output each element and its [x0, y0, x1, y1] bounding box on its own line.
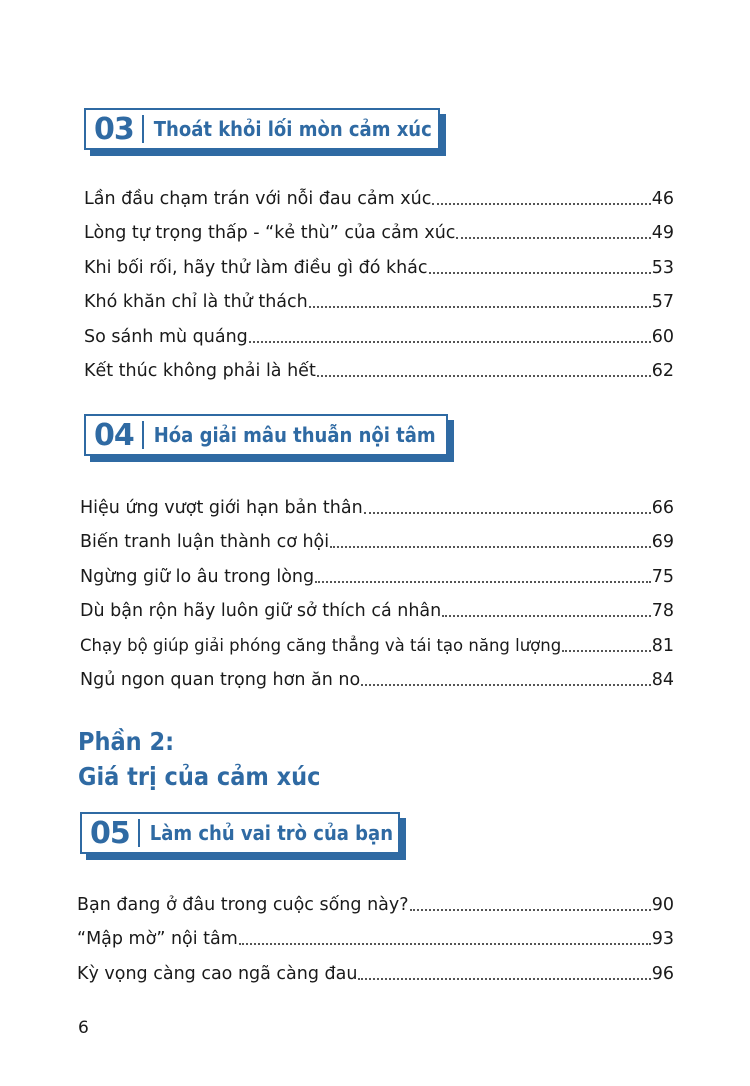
- toc-entry[interactable]: [77, 881, 674, 916]
- chapter-03-header: [84, 108, 440, 150]
- toc-list-chapter-03: [84, 175, 674, 382]
- entry-title: Lòng tự trọng thấp - “kẻ thù” của cảm xúc: [84, 223, 456, 243]
- entry-title: Ngủ ngon quan trọng hơn ăn no: [80, 670, 361, 690]
- entry-page: 57: [651, 292, 674, 312]
- dot-leader: [309, 306, 651, 308]
- toc-entry[interactable]: [77, 916, 674, 951]
- dot-leader: [456, 237, 650, 239]
- page-number: 6: [78, 1018, 89, 1038]
- entry-title: “Mập mờ” nội tâm: [77, 929, 238, 949]
- dot-leader: [562, 650, 651, 652]
- entry-title: Dù bận rộn hãy luôn giữ sở thích cá nhân: [80, 601, 442, 621]
- toc-list-chapter-05: [77, 881, 674, 985]
- entry-title: Ngừng giữ lo âu trong lòng: [80, 566, 315, 587]
- chapter-number: 04: [94, 417, 134, 453]
- dot-leader: [239, 943, 651, 945]
- part-heading: [78, 724, 321, 794]
- toc-list-chapter-04: [80, 484, 674, 691]
- chapter-05-header: [80, 812, 400, 854]
- toc-entry[interactable]: [84, 279, 674, 314]
- chapter-04-header: [84, 414, 448, 456]
- toc-entry[interactable]: [80, 588, 674, 623]
- entry-page: 69: [651, 532, 674, 552]
- toc-entry[interactable]: [84, 313, 674, 348]
- toc-entry[interactable]: [84, 348, 674, 383]
- chapter-title: Thoát khỏi lối mòn cảm xúc: [153, 117, 432, 141]
- toc-entry[interactable]: [80, 519, 674, 554]
- entry-page: 62: [651, 361, 674, 381]
- part-heading-line2: Giá trị của cảm xúc: [78, 762, 321, 791]
- toc-entry[interactable]: [84, 175, 674, 210]
- dot-leader: [361, 684, 651, 686]
- entry-title: Khi bối rối, hãy thử làm điều gì đó khác: [84, 257, 428, 278]
- toc-entry[interactable]: [80, 553, 674, 588]
- entry-page: 93: [651, 929, 674, 949]
- entry-title: Lần đầu chạm trán với nỗi đau cảm xúc: [84, 188, 432, 209]
- entry-title: Khó khăn chỉ là thử thách: [84, 292, 308, 312]
- chapter-title: Hóa giải mâu thuẫn nội tâm: [153, 423, 436, 447]
- entry-page: 78: [651, 601, 674, 621]
- entry-title: Bạn đang ở đâu trong cuộc sống này?: [77, 894, 409, 915]
- dot-leader: [429, 272, 651, 274]
- dot-leader: [315, 581, 651, 583]
- toc-entry[interactable]: [84, 210, 674, 245]
- entry-title: Kỳ vọng càng cao ngã càng đau: [77, 963, 358, 984]
- chapter-number: 05: [90, 815, 130, 851]
- entry-page: 49: [651, 223, 674, 243]
- entry-page: 90: [651, 894, 674, 915]
- dot-leader: [364, 512, 651, 514]
- entry-page: 96: [651, 963, 674, 984]
- entry-page: 60: [651, 326, 674, 347]
- chapter-title: Làm chủ vai trò của bạn: [149, 821, 394, 845]
- dot-leader: [330, 546, 651, 548]
- dot-leader: [410, 909, 651, 911]
- entry-title: Kết thúc không phải là hết: [84, 361, 316, 381]
- chapter-number: 03: [94, 111, 134, 147]
- entry-title: So sánh mù quáng: [84, 326, 248, 347]
- dot-leader: [249, 341, 651, 343]
- entry-title: Chạy bộ giúp giải phóng căng thẳng và tái tạo năng lượng: [80, 635, 562, 655]
- entry-page: 75: [651, 566, 674, 587]
- toc-entry[interactable]: [84, 244, 674, 279]
- toc-entry[interactable]: [80, 622, 674, 657]
- entry-page: 53: [651, 257, 674, 278]
- dot-leader: [317, 375, 651, 377]
- dot-leader: [432, 203, 650, 205]
- entry-title: Biến tranh luận thành cơ hội: [80, 532, 330, 552]
- toc-entry[interactable]: [80, 657, 674, 692]
- part-heading-line1: Phần 2:: [78, 727, 175, 756]
- entry-title: Hiệu ứng vượt giới hạn bản thân: [80, 497, 363, 518]
- entry-page: 66: [651, 497, 674, 518]
- toc-entry[interactable]: [80, 484, 674, 519]
- dot-leader: [358, 978, 650, 980]
- entry-page: 84: [651, 670, 674, 690]
- entry-page: 81: [651, 635, 674, 656]
- dot-leader: [442, 615, 650, 617]
- toc-entry[interactable]: [77, 950, 674, 985]
- entry-page: 46: [651, 188, 674, 209]
